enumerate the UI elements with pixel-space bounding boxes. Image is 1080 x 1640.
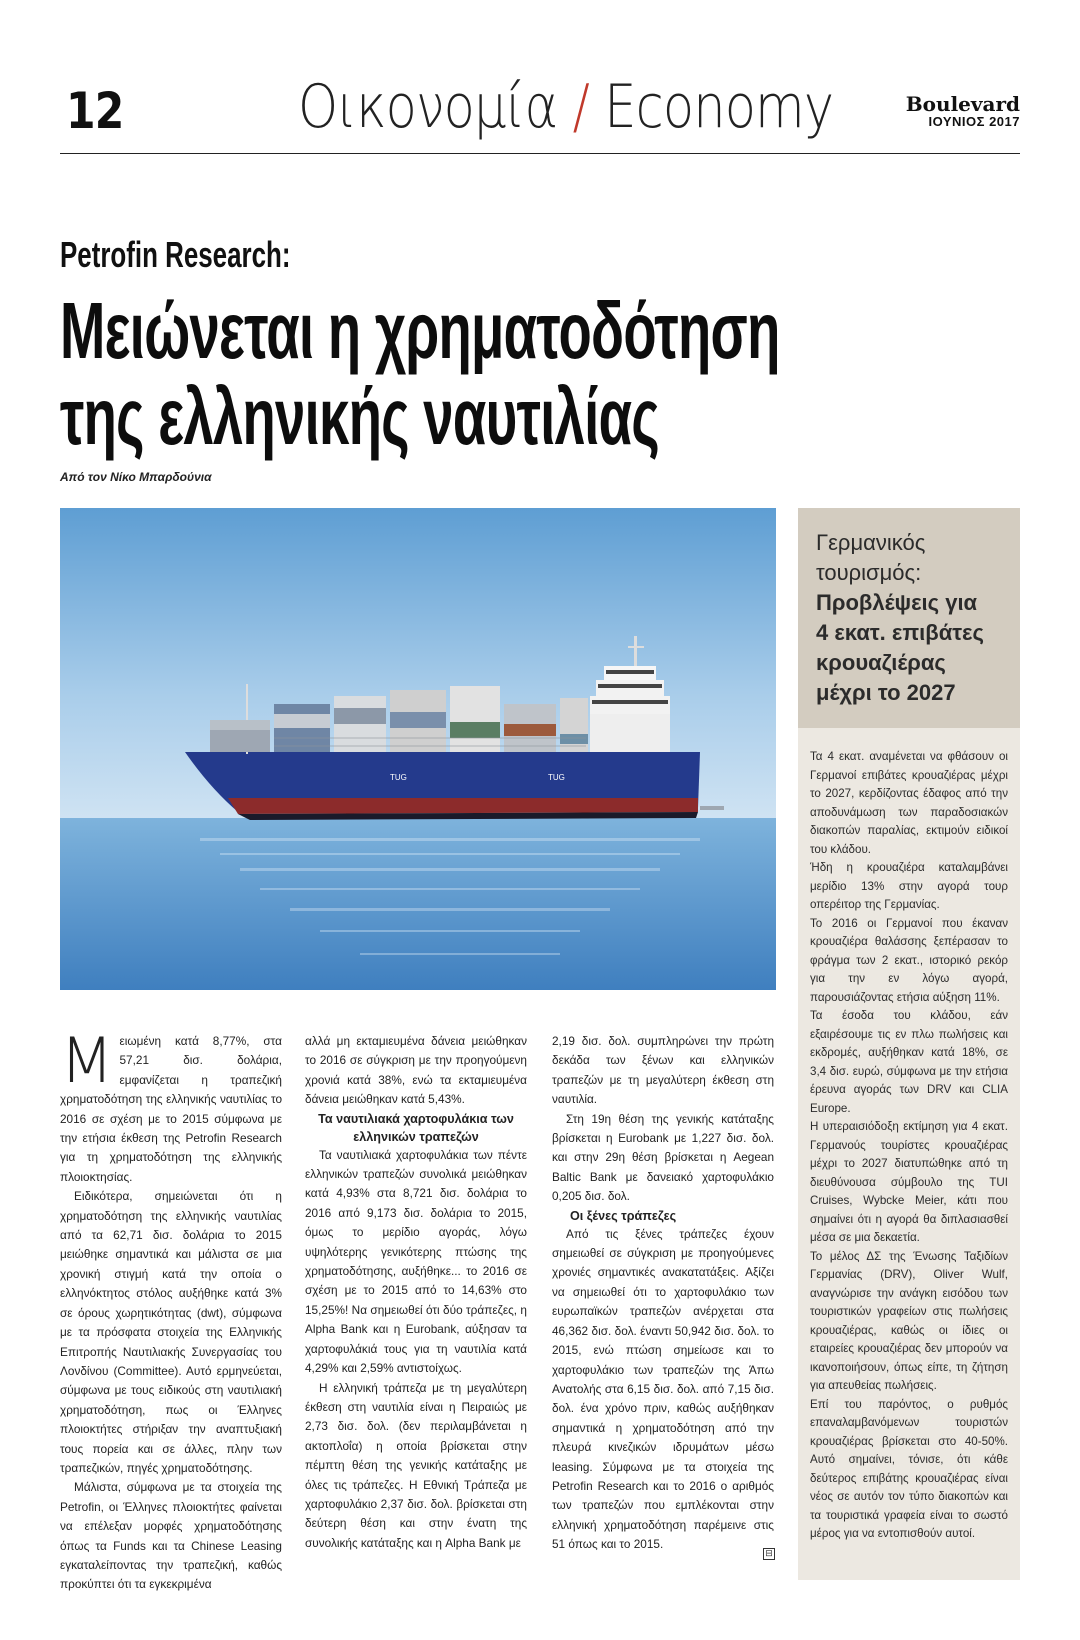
page-number: 12 bbox=[66, 82, 124, 140]
article-column-2 bbox=[305, 1032, 527, 1553]
article-paragraph: ειωμένη κατά 8,77%, στα 57,21 δισ. δολάρια, εμφανίζεται η τραπεζική χρηματοδότηση της ελληνικής ναυτιλίας το 2016 σε σχέση με το 2015 σύμφωνα με την ετήσια έκθεση της Petrofin Research για τη χρηματοδότηση της ελληνικής πλοιοκτησίας. bbox=[60, 1034, 282, 1184]
header-rule bbox=[60, 153, 1020, 154]
article-paragraph: Η ελληνική τράπεζα με τη μεγαλύτερη έκθεση στη ναυτιλία είναι η Πειραιώς με 2,73 δισ. δολ. (δεν περιλαμβάνεται η ακτοπλοΐα) η οποία βρίσκεται στην πέμπτη θέση της γενικής κατάταξης με όλες τις τράπεζες. Η Εθνική Τράπεζα με χαρτοφυλάκιο 2,37 δισ. δολ. βρίσκεται στη δεύτερη θέση και στην ένατη της συνολικής κατάταξης και η Alpha Bank με bbox=[305, 1380, 527, 1550]
distant-ship bbox=[700, 806, 724, 810]
article-kicker: Petrofin Research: bbox=[60, 234, 291, 275]
subheading: Τα ναυτιλιακά χαρτοφυλάκια των ελληνικών τραπεζών bbox=[318, 1111, 514, 1144]
article-column-3 bbox=[552, 1032, 774, 1555]
article-paragraph: Ειδικότερα, σημειώνεται ότι η χρηματοδότηση της ελληνικής ναυτιλίας από τα 62,71 δισ. δολάρια το 2015 μειώθηκε σημαντικά και μάλιστα σε μια χρονική στιγμή κατά την οποία ο ελληνόκτητος στόλος αυξήθηκε κατά 3% σε όρους χωρητικότητας (dwt), σύμφωνα με τα πρόσφατα στοιχεία της Ελληνικής Επιτροπής Ναυτιλιακής Συνεργασίας του Λονδίνου (Committee). Αυτό ερμηνεύεται, σύμφωνα με τους ειδικούς στη ναυτιλιακή χρηματοδότηση, πως οι Έλληνες πλοιοκτήτες στήριξαν την αναπτυξιακή τους πορεία και σε άλλες, πλην των τραπεζικών, πηγές χρηματοδότησης. bbox=[60, 1189, 282, 1475]
hull-waterline bbox=[228, 798, 698, 814]
section-greek: Οικονομία bbox=[298, 72, 558, 142]
masthead bbox=[906, 94, 1020, 129]
sidebar-body bbox=[798, 728, 1020, 1580]
byline: Από τον Νίκο Μπαρδούνια bbox=[60, 470, 212, 484]
page-header bbox=[60, 72, 1020, 152]
sidebar-paragraph: Το μέλος ΔΣ της Ένωσης Ταξιδίων Γερμανίας (DRV), Oliver Wulf, αναγνώρισε την ανάγκη εισόδου των τουριστικών γραφείων στις πωλήσεις κρουαζιέρας, καθώς οι ίδιες οι εταιρείες κρουαζιέρας δεν μπορούν να ικανοποιήσουν, όπως είπε, τη ζήτηση για απευθείας πωλήσεις. bbox=[810, 1249, 1008, 1392]
container-ship-photo bbox=[60, 508, 776, 990]
article-column-1 bbox=[60, 1024, 282, 1595]
sidebar-paragraph: Τα έσοδα του κλάδου, εάν εξαιρέσουμε τις εν πλω πωλήσεις και εκδρομές, αυξήθηκαν κατά 18%, σε 3,4 δισ. ευρώ, σύμφωνα με την ετήσια έρευνα αγοράς των DRV και CLIA Europe. bbox=[810, 1009, 1008, 1115]
article-headline bbox=[60, 288, 944, 460]
sidebar-title-line: Γερμανικός bbox=[816, 530, 926, 555]
end-of-article-icon: ⊟ bbox=[763, 1548, 775, 1560]
ship-illustration bbox=[60, 508, 776, 990]
article-paragraph: Τα ναυτιλιακά χαρτοφυλάκια των πέντε ελληνικών τραπεζών συνολικά μειώθηκαν κατά 4,93% στα 8,721 δισ. δολάρια το 2016 από 9,173 δισ. δολάρια το 2015, όμως το μερίδιο αγοράς, λόγω υψηλότερης γενικότερης πτώσης της χρηματοδότησης, αυξήθηκε... το 2016 σε σχέση με το 2015 από το 14,63% στο 15,25%! Να σημειωθεί ότι δύο τράπεζες, η Alpha Bank και η Eurobank, αύξησαν τα χαρτοφυλάκιά τους για τη ναυτιλία κατά 4,29% και 2,59% αντιστοίχως. bbox=[305, 1147, 527, 1376]
sidebar-paragraph: Η υπεραισιόδοξη εκτίμηση για 4 εκατ. Γερμανούς τουρίστες κρουαζιέρας μέχρι το 2027 διατυπώθηκε από τη διευθύνουσα σύμβουλο της TUI Cruises, Wybcke Meier, κάτι που σημαίνει ότι η αγορά θα διπλασιασθεί μέσα σε μια δεκαετία. bbox=[810, 1120, 1008, 1244]
section-slash: / bbox=[572, 72, 589, 142]
drop-cap: Μ bbox=[60, 1024, 114, 1097]
sidebar-title-line: τουρισμός: bbox=[816, 560, 922, 585]
section-title bbox=[298, 72, 833, 142]
sea bbox=[60, 818, 776, 990]
article-paragraph: Στη 19η θέση της γενικής κατάταξης βρίσκεται η Eurobank με 1,227 δισ. δολ. και στην 29η θέση βρίσκεται η Aegean Baltic Bank με δανειακό χαρτοφυλάκιο 0,205 δισ. δολ. bbox=[552, 1111, 774, 1204]
subheading: Οι ξένες τράπεζες bbox=[570, 1208, 677, 1223]
sidebar-paragraph: Ήδη η κρουαζιέρα καταλαμβάνει μερίδιο 13% στην αγορά τουρ οπερέιτορ της Γερμανίας. bbox=[810, 861, 1008, 911]
sidebar-text bbox=[798, 728, 1020, 1544]
sidebar-paragraph: Τα 4 εκατ. αναμένεται να φθάσουν οι Γερμανοί επιβάτες κρουαζιέρας μέχρι το 2027, κερδίζοντας έδαφος από την αποδυνάμωση των παραδοσιακών διακοπών παραλίας, εκτιμούν ειδικοί του κλάδου. bbox=[810, 750, 1008, 856]
sidebar-title-line: κρουαζιέρας bbox=[816, 650, 946, 675]
sidebar-title-line: Προβλέψεις για bbox=[816, 590, 978, 615]
issue-date: ΙΟΥΝΙΟΣ 2017 bbox=[928, 114, 1020, 129]
article-paragraph: 2,19 δισ. δολ. συμπληρώνει την πρώτη δεκάδα των ξένων και ελληνικών τραπεζών με τη μεγαλύτερη έκθεση στη ναυτιλία. bbox=[552, 1034, 774, 1107]
brand-name: Boulevard bbox=[905, 92, 1020, 116]
sidebar-title-line: μέχρι το 2027 bbox=[816, 680, 956, 705]
hull-label: TUG bbox=[390, 773, 407, 782]
article-paragraph: Από τις ξένες τράπεζες έχουν σημειωθεί σε σύγκριση με προηγούμενες χρονιές σημαντικές ανακατατάξεις. Αξίζει να σημειωθεί ότι το χαρτοφυλάκιο των ευρωπαϊκών τραπεζών ανέρχεται στα 46,362 δισ. δολ. έναντι 50,942 δισ. δολ. το 2015, ενώ πτώση σημείωσε και το χαρτοφυλάκιο των τραπεζών της Άπω Ανατολής στα 6,15 δισ. δολ. από 7,15 δισ. δολ. ένα χρόνο πριν, καθώς αυξήθηκαν σημαντικά η χρηματοδότηση από την πλευρά κινεζικών ιδρυμάτων μέσω leasing. Σύμφωνα με τα στοιχεία της Petrofin Research και το 2016 ο αριθμός των τραπεζών που εμπλέκονται στην ελληνική χρηματοδότηση παρέμεινε στις 51 όπως και το 2015. bbox=[552, 1226, 774, 1552]
article-paragraph: Μάλιστα, σύμφωνα με τα στοιχεία της Petrofin, οι Έλληνες πλοιοκτήτες φαίνεται να επέλεξαν μορφές χρηματοδότησης όπως τα Funds και τα Chinese Leasing εγκαταλείποντας την τραπεζική, καθώς προκύπτει ότι τα εγκεκριμένα bbox=[60, 1480, 282, 1592]
sidebar-title bbox=[816, 528, 1016, 708]
hull-label-aft: TUG bbox=[548, 773, 565, 782]
headline-line-2: της ελληνικής ναυτιλίας bbox=[60, 372, 660, 461]
sidebar-title-line: 4 εκατ. επιβάτες bbox=[816, 620, 984, 645]
headline-line-1: Μειώνεται η χρηματοδότηση bbox=[60, 286, 780, 375]
article-paragraph: αλλά μη εκταμιευμένα δάνεια μειώθηκαν το 2016 σε σύγκριση με την προηγούμενη χρονιά κατά 38%, ενώ τα εκταμιευμένα δάνεια μειώθηκαν κατά 5,43%. bbox=[305, 1034, 527, 1107]
section-english: Economy bbox=[604, 72, 834, 142]
sidebar-paragraph: Το 2016 οι Γερμανοί που έκαναν κρουαζιέρα θαλάσσης ξεπέρασαν το φράγμα των 2 εκατ., ιστορικό ρεκόρ για την εν λόγω αγορά, παρουσιάζοντας ετήσια αύξηση 11%. bbox=[810, 916, 1008, 1004]
sidebar-paragraph: Επί του παρόντος, ο ρυθμός επαναλαμβανόμενων τουριστών κρουαζιέρας βρίσκεται στο 40-50%. Αυτό σημαίνει, τόνισε, ότι κάθε δεύτερος επιβάτης κρουαζιέρας είναι νέος σε αυτόν τον τύπο διακοπών και τα τουριστικά γραφεία είναι το σωστό μέρος για να εντοπισθούν αυτοί. bbox=[810, 1397, 1008, 1540]
sidebar-title-box bbox=[798, 508, 1020, 728]
